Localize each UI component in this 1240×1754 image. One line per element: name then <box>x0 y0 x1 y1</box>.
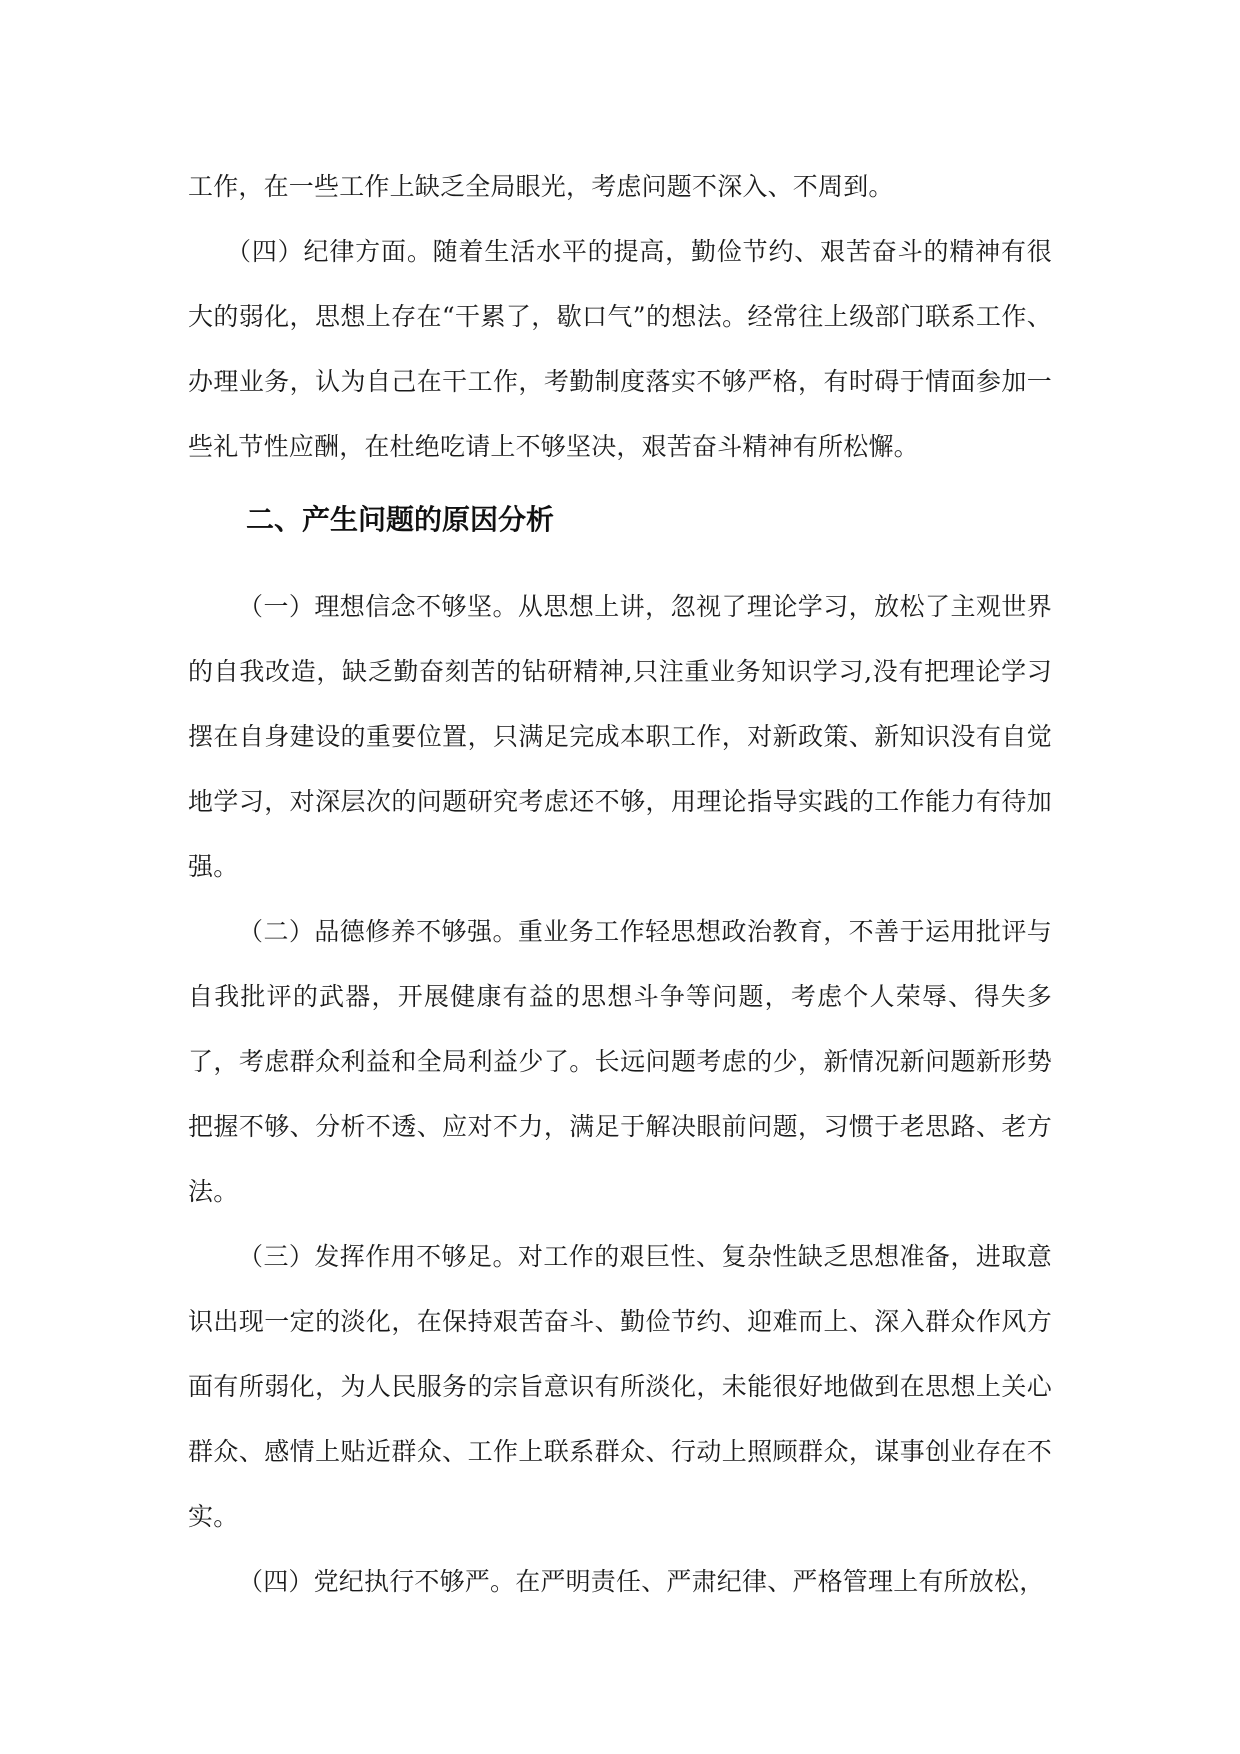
document-body <box>188 154 1052 1614</box>
paragraph-role: （三）发挥作用不够足。对工作的艰巨性、复杂性缺乏思想准备，进取意识出现一定的淡化，在保持艰苦奋斗、勤俭节约、迎难而上、深入群众作风方面有所弱化，为人民服务的宗旨意识有所淡化，未能很好地做到在思想上关心群众、感情上贴近群众、工作上联系群众、行动上照顾群众，谋事创业存在不实。 <box>188 1242 1052 1531</box>
continued-paragraph: 工作，在一些工作上缺乏全局眼光，考虑问题不深入、不周到。 <box>188 172 894 201</box>
paragraph-party-discipline: （四）党纪执行不够严。在严明责任、严肃纪律、严格管理上有所放松， <box>238 1567 1045 1596</box>
paragraph-character: （二）品德修养不够强。重业务工作轻思想政治教育，不善于运用批评与自我批评的武器，开展健康有益的思想斗争等问题，考虑个人荣辱、得失多了，考虑群众利益和全局利益少了。长远问题考虑的少，新情况新问题新形势把握不够、分析不透、应对不力，满足于解决眼前问题，习惯于老思路、老方法。 <box>188 917 1052 1206</box>
section-heading: 二、产生问题的原因分析 <box>246 503 555 536</box>
paragraph-discipline: （四）纪律方面。随着生活水平的提高，勤俭节约、艰苦奋斗的精神有很大的弱化，思想上存在“干累了，歇口气”的想法。经常往上级部门联系工作、办理业务，认为自己在干工作，考勤制度落实不够严格，有时碍于情面参加一些礼节性应酬，在杜绝吃请上不够坚决，艰苦奋斗精神有所松懈。 <box>188 237 1052 461</box>
paragraph-ideals: （一）理想信念不够坚。从思想上讲，忽视了理论学习，放松了主观世界的自我改造，缺乏勤奋刻苦的钻研精神,只注重业务知识学习,没有把理论学习摆在自身建设的重要位置，只满足完成本职工作，对新政策、新知识没有自觉地学习，对深层次的问题研究考虑还不够，用理论指导实践的工作能力有待加强。 <box>188 592 1052 881</box>
